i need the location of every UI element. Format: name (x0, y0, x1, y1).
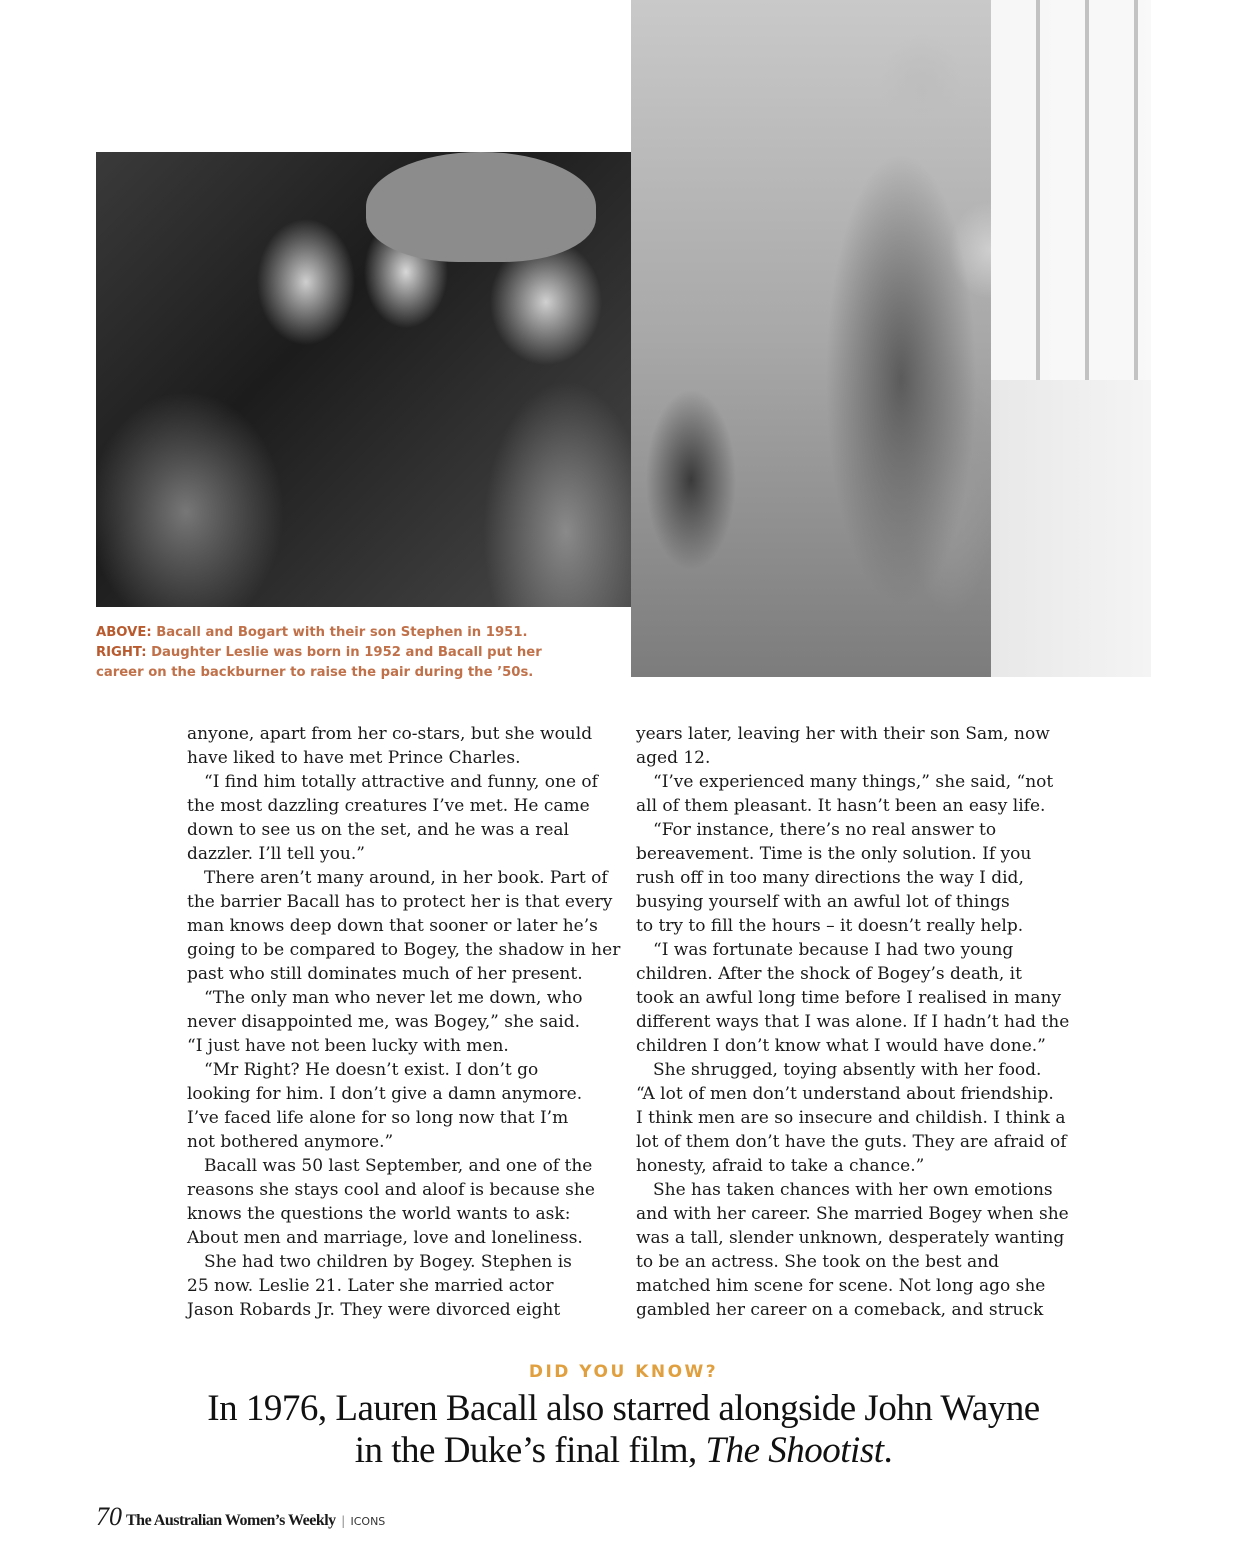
text-line: honesty, afraid to take a chance.” (636, 1156, 925, 1176)
article-paragraph (187, 722, 617, 770)
text-line: I think men are so insecure and childish. I think a (636, 1108, 1066, 1128)
text-line: children I don’t know what I would have done.” (636, 1036, 1046, 1056)
text-line: Jason Robards Jr. They were divorced eight (187, 1300, 561, 1320)
text-line: “I’ve experienced many things,” she said, “not (653, 772, 1054, 792)
text-line: She shrugged, toying absently with her food. (653, 1060, 1042, 1080)
article-paragraph (636, 722, 1066, 770)
text-line: years later, leaving her with their son Sam, now (636, 724, 1050, 744)
text-line: “A lot of men don’t understand about friendship. (636, 1084, 1054, 1104)
text-line: About men and marriage, love and loneliness. (187, 1228, 583, 1248)
text-line: “I find him totally attractive and funny, one of (204, 772, 598, 792)
text-line: “The only man who never let me down, who (204, 988, 583, 1008)
text-line: I’ve faced life alone for so long now that I’m (187, 1108, 569, 1128)
publication-name: The Australian Women’s Weekly (126, 1512, 336, 1529)
text-line: matched him scene for scene. Not long ago she (636, 1276, 1046, 1296)
article-paragraph (636, 938, 1070, 1058)
text-line: rush off in too many directions the way I did, (636, 868, 1024, 888)
caption-right-label: RIGHT: (96, 645, 147, 660)
photo-bacall-bogart-stephen (96, 152, 631, 607)
text-line: have liked to have met Prince Charles. (187, 748, 521, 768)
text-line: not bothered anymore.” (187, 1132, 394, 1152)
article-column-right (636, 722, 1070, 1322)
article-column-left (187, 722, 621, 1322)
article-paragraph (187, 866, 621, 986)
text-line: children. After the shock of Bogey’s death, it (636, 964, 1022, 984)
text-line: “Mr Right? He doesn’t exist. I don’t go (204, 1060, 539, 1080)
caption-above-text: Bacall and Bogart with their son Stephen in 1951. (151, 625, 528, 640)
quote-line-1: In 1976, Lauren Bacall also starred alongside John Wayne (207, 1388, 1040, 1429)
text-line: 25 now. Leslie 21. Later she married actor (187, 1276, 554, 1296)
text-line: looking for him. I don’t give a damn anymore. (187, 1084, 583, 1104)
text-line: busying yourself with an awful lot of things (636, 892, 1010, 912)
text-line: and with her career. She married Bogey when she (636, 1204, 1069, 1224)
article-paragraph (187, 1154, 617, 1250)
article-paragraph (187, 1250, 617, 1322)
section-name: ICONS (350, 1515, 386, 1528)
text-line: aged 12. (636, 748, 711, 768)
article-paragraph (187, 986, 617, 1058)
text-line: “For instance, there’s no real answer to (653, 820, 997, 840)
hat-shape (366, 152, 596, 262)
text-line: reasons she stays cool and aloof is because she (187, 1180, 595, 1200)
quote-line-2 (0, 1430, 1247, 1472)
caption-above-label: ABOVE: (96, 625, 152, 640)
text-line: all of them pleasant. It hasn’t been an easy life. (636, 796, 1046, 816)
text-line: “I just have not been lucky with men. (187, 1036, 509, 1056)
text-line: different ways that I was alone. If I hadn’t had the (636, 1012, 1070, 1032)
article-paragraph (636, 1058, 1066, 1178)
text-line: anyone, apart from her co-stars, but she would (187, 724, 593, 744)
article-paragraph (636, 1178, 1069, 1322)
text-line: past who still dominates much of her present. (187, 964, 583, 984)
text-line: never disappointed me, was Bogey,” she said. (187, 1012, 580, 1032)
caption-right-text: Daughter Leslie was born in 1952 and Bacall put her career on the backburner to raise the pair during the ’50s. (96, 645, 542, 680)
footer-separator: | (341, 1514, 345, 1529)
photo-family-with-leslie (631, 0, 1151, 677)
page-footer (96, 1502, 385, 1532)
text-line: to be an actress. She took on the best and (636, 1252, 1000, 1272)
text-line: Bacall was 50 last September, and one of the (204, 1156, 593, 1176)
text-line: was a tall, slender unknown, desperately wanting (636, 1228, 1065, 1248)
window-shape (991, 0, 1151, 380)
text-line: bereavement. Time is the only solution. If you (636, 844, 1032, 864)
text-line: She had two children by Bogey. Stephen is (204, 1252, 572, 1272)
text-line: knows the questions the world wants to ask: (187, 1204, 571, 1224)
quote-line-2-prefix: in the Duke’s final film, (354, 1430, 706, 1471)
did-you-know-quote (0, 1388, 1247, 1472)
text-line: to try to fill the hours – it doesn’t really help. (636, 916, 1024, 936)
text-line: going to be compared to Bogey, the shadow in her (187, 940, 621, 960)
film-title: The Shootist (705, 1430, 884, 1471)
text-line: the most dazzling creatures I’ve met. He came (187, 796, 590, 816)
quote-line-2-suffix: . (883, 1430, 893, 1471)
text-line: dazzler. I’ll tell you.” (187, 844, 365, 864)
article-paragraph (187, 1058, 617, 1154)
article-paragraph (187, 770, 617, 866)
article-paragraph (636, 818, 1066, 938)
text-line: lot of them don’t have the guts. They are afraid of (636, 1132, 1067, 1152)
photo-caption (96, 623, 556, 683)
article-paragraph (636, 770, 1066, 818)
text-line: down to see us on the set, and he was a real (187, 820, 569, 840)
text-line: “I was fortunate because I had two young (653, 940, 1014, 960)
text-line: She has taken chances with her own emotions (653, 1180, 1053, 1200)
page-number: 70 (96, 1502, 122, 1531)
text-line: the barrier Bacall has to protect her is that every (187, 892, 613, 912)
text-line: There aren’t many around, in her book. Part of (204, 868, 608, 888)
text-line: man knows deep down that sooner or later he’s (187, 916, 598, 936)
text-line: took an awful long time before I realised in many (636, 988, 1062, 1008)
text-line: gambled her career on a comeback, and struck (636, 1300, 1044, 1320)
did-you-know-heading: DID YOU KNOW? (528, 1362, 719, 1382)
